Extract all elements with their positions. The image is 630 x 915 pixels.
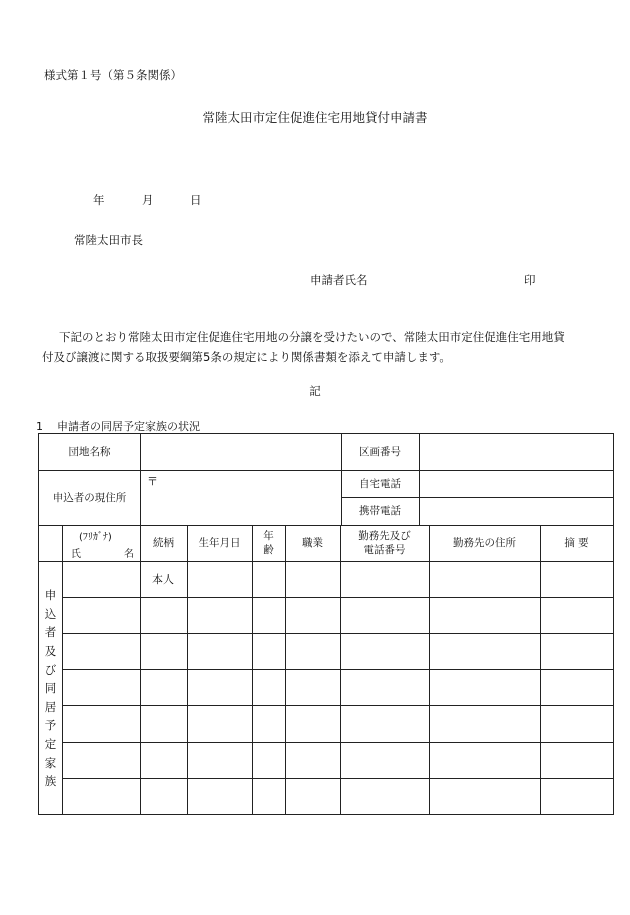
ki-heading: 記 (309, 384, 321, 398)
table-line (429, 525, 430, 814)
body-paragraph (42, 327, 590, 367)
row-label-char: 族 (44, 774, 57, 789)
date-year-label: 年 (93, 193, 105, 207)
workplace-header-line-2: 電話番号 (363, 544, 406, 556)
table-line (62, 742, 613, 743)
row-label-char: 定 (44, 736, 57, 751)
age-column-header (252, 525, 285, 561)
table-line (140, 434, 141, 525)
row-label-char: 居 (44, 699, 57, 714)
row-label-char: 家 (44, 755, 57, 770)
table-line (62, 778, 613, 779)
name-mei-label: 名 (124, 549, 134, 560)
home-phone-label: 自宅電話 (359, 477, 401, 490)
workplace-column-header (340, 525, 429, 561)
name-column-header (62, 528, 140, 561)
table-line (62, 525, 63, 814)
estate-name-label: 団地名称 (68, 446, 111, 458)
age-header-line-1: 年 (263, 530, 274, 542)
lot-number-label: 区画番号 (359, 446, 401, 458)
applicant-name-label: 申請者氏名 (310, 273, 368, 287)
birthdate-column-header: 生年月日 (198, 537, 241, 549)
date-month-label: 月 (142, 193, 154, 207)
row-label-char: 込 (44, 606, 57, 621)
table-line (62, 705, 613, 706)
body-line-1: 下記のとおり常陸太田市定住促進住宅用地の分譲を受けたいので、常陸太田市定住促進住宅用地貸 (59, 330, 565, 344)
current-address-label: 申込者の現住所 (52, 491, 127, 504)
occupation-column-header: 職業 (302, 537, 323, 549)
workplace-header-line-1: 勤務先及び (358, 530, 411, 542)
workplace-address-column-header: 勤務先の住所 (453, 537, 516, 549)
body-line-2: 付及び譲渡に関する取扱要綱第5条の規定により関係書類を添えて申請します。 (42, 350, 451, 364)
table-line (252, 525, 253, 814)
date-day-label: 日 (190, 193, 202, 207)
first-row-relation: 本人 (152, 573, 174, 586)
form-number: 様式第１号（第５条関係） (44, 68, 182, 82)
table-line (419, 434, 420, 525)
table-line (140, 525, 141, 814)
row-label-char: 者 (44, 625, 57, 640)
row-label-char: 申 (44, 588, 57, 603)
row-label-char: び (44, 662, 57, 677)
table-line (62, 597, 613, 598)
document-title: 常陸太田市定住促進住宅用地貸付申請書 (202, 110, 428, 125)
row-label-char: 予 (44, 718, 57, 733)
furigana-label: (ﾌﾘｶﾞﾅ) (79, 532, 112, 543)
table-line (540, 525, 541, 814)
section-number: 1 (36, 420, 43, 433)
row-label-char: 同 (44, 681, 57, 696)
table-line (187, 525, 188, 814)
family-table (38, 433, 614, 815)
addressee: 常陸太田市長 (74, 233, 143, 247)
postal-mark: 〒 (147, 475, 158, 488)
remarks-column-header: 摘 要 (564, 537, 589, 549)
seal-mark: 印 (524, 273, 536, 287)
relation-column-header: 続柄 (153, 537, 174, 549)
table-line (285, 525, 286, 814)
mobile-phone-label: 携帯電話 (359, 505, 401, 517)
table-line (62, 669, 613, 670)
section-heading (36, 418, 200, 434)
row-label-char: 及 (44, 644, 57, 659)
name-shi-label: 氏 (71, 549, 81, 560)
section-title: 申請者の同居予定家族の状況 (57, 420, 200, 433)
table-line (340, 525, 341, 814)
age-header-line-2: 齢 (263, 544, 274, 556)
family-row-label (39, 561, 62, 816)
table-line (62, 633, 613, 634)
table-line (39, 561, 613, 562)
